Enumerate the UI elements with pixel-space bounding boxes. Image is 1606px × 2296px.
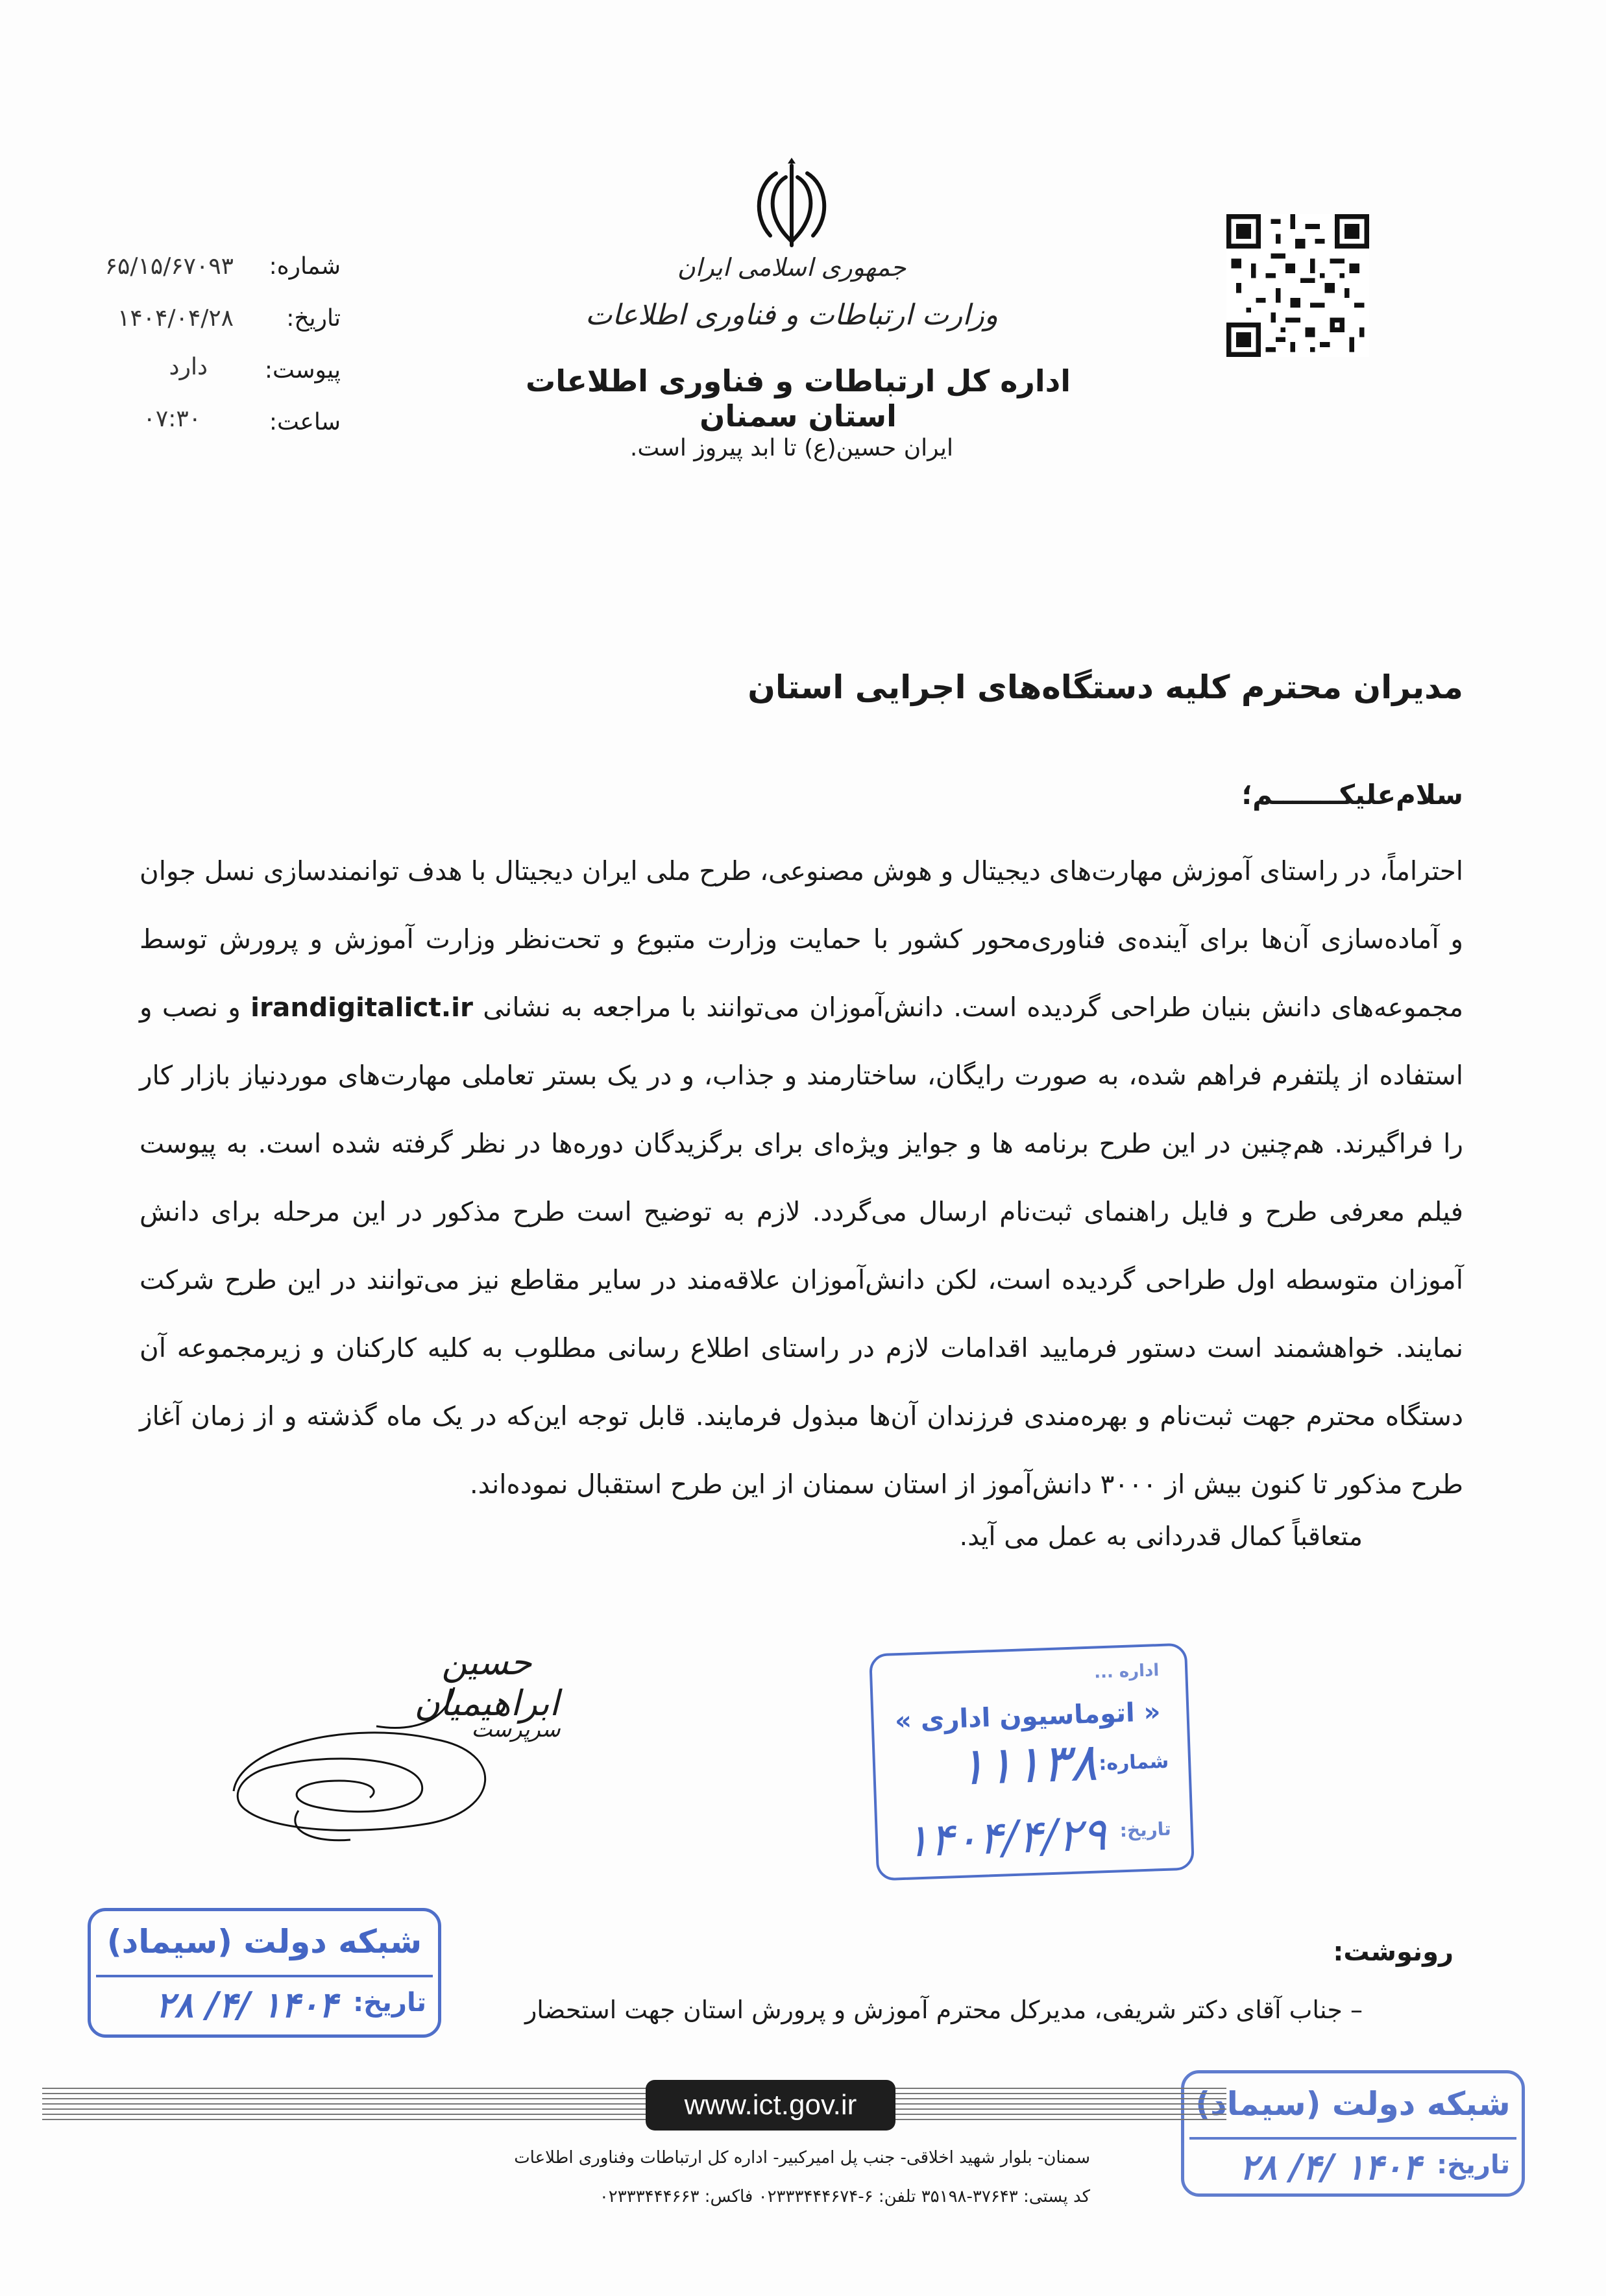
stamp-divider bbox=[96, 1975, 433, 1977]
body-part-1: احتراماً، در راستای آموزش مهارت‌های دیجیتال و هوش مصنوعی، طرح ملی ایران دیجیتال با هدف توانمندسازی نسل جوان و آماده‌سازی آن‌ها برای آینده‌ی فناوری‌محور کشور با حمایت وزارت متبوع و تحت‌نظر وزارت آموزش و پرورش توسط مجموعه‌های دانش بنیان طراحی گردیده است. دانش‌آموزان می‌توانند با مراجعه به نشانی bbox=[140, 855, 1464, 1023]
stamp-date-value: ۱۴۰۴ /۴/ ۲۸ bbox=[1239, 2146, 1421, 2188]
office-title: اداره کل ارتباطات و فناوری اطلاعات استان سمنان bbox=[526, 363, 1071, 434]
ministry-title: وزارت ارتباطات و فناوری اطلاعات bbox=[585, 299, 999, 332]
footer-contact: کد پستی: ۳۷۶۴۳-۳۵۱۹۸ تلفن: ۶-۰۲۳۳۳۴۴۴۶۷۴ فاکس: ۰۲۳۳۳۴۴۴۶۶۳ bbox=[599, 2187, 1090, 2206]
footer-rule-right bbox=[895, 2084, 1226, 2123]
closing: متعاقباً کمال قدردانی به عمل می آید. bbox=[959, 1522, 1363, 1552]
date-value: ۱۴۰۴/۰۴/۲۸ bbox=[117, 305, 234, 332]
gov-network-stamp bbox=[88, 1908, 441, 2038]
attachment-label: پیوست: bbox=[264, 357, 341, 384]
signatory-role: سرپرست bbox=[471, 1716, 561, 1742]
republic-title: جمهوری اسلامی ایران bbox=[677, 253, 906, 282]
iran-emblem-icon bbox=[743, 156, 840, 253]
date-label: تاریخ: bbox=[286, 305, 341, 332]
gov-network-stamp-footer bbox=[1181, 2070, 1525, 2197]
cc-item: – جناب آقای دکتر شریفی، مدیرکل محترم آموزش و پرورش استان جهت استحضار bbox=[524, 1996, 1363, 2024]
number-label: شماره: bbox=[269, 253, 341, 280]
time-value: ۰۷:۳۰ bbox=[143, 406, 201, 432]
stamp-date-value: ۱۴۰۴ /۴/ ۲۸ bbox=[155, 1984, 337, 2025]
stamp-number-label: شماره: bbox=[1098, 1750, 1169, 1776]
stamp-title: شبکه دولت (سیماد) bbox=[106, 1923, 422, 1960]
stamp-date-value: ۱۴۰۴/۴/۲۹ bbox=[904, 1807, 1108, 1868]
automation-stamp bbox=[869, 1643, 1195, 1881]
footer-address: سمنان- بلوار شهید اخلاقی- جنب پل امیرکبیر- اداره کل ارتباطات وفناوری اطلاعات bbox=[514, 2148, 1090, 2168]
stamp-automation-title: « اتوماسیون اداری » bbox=[894, 1697, 1162, 1737]
footer-website[interactable]: www.ict.gov.ir bbox=[646, 2080, 895, 2131]
stamp-divider bbox=[1189, 2137, 1516, 2140]
stamp-date-label: تاریخ: bbox=[1437, 2150, 1510, 2180]
stamp-date-label: تاریخ: bbox=[353, 1988, 426, 2018]
body-part-2: و نصب و استفاده از پلتفرم فراهم شده، به صورت رایگان، ساختارمند و جذاب، و در یک بستر تعاملی مهارت‌های موردنیاز بازار کار را فراگیرند. هم‌چنین در این طرح برنامه ها و جوایز ویژه‌ای برای برگزیدگان دوره‌ها در نظر گرفته شده است. به پیوست فیلم معرفی طرح و فایل راهنمای ثبت‌نام ارسال می‌گردد. لازم به توضیح است طرح مذکور در این مرحله برای دانش آموزان متوسطه اول طراحی گردیده است، لکن دانش‌آموزان علاقه‌مند در سایر مقاطع نیز می‌توانند در این طرح شرکت نمایند. خواهشمند است دستور فرمایید اقدامات لازم در راستای اطلاع رسانی مطلوب به کلیه کارکنان و زیرمجموعه آن دستگاه محترم جهت ثبت‌نام و بهره‌مندی فرزندان آن‌ها مبذول فرمایند. قابل توجه این‌که در یک ماه گذشته و از زمان آغاز طرح مذکور تا کنون بیش از ۳۰۰۰ دانش‌آموز از استان سمنان از این طرح استقبال نموده‌اند. bbox=[140, 992, 1463, 1500]
cc-label: رونوشت: bbox=[1333, 1937, 1454, 1967]
slogan: ایران حسین(ع) تا ابد پیروز است. bbox=[629, 435, 954, 461]
attachment-value: دارد bbox=[169, 354, 208, 380]
footer-rule-left bbox=[42, 2084, 649, 2123]
stamp-number-value: ۱۱۱۳۸ bbox=[956, 1731, 1099, 1797]
stamp-title: شبکه دولت (سیماد) bbox=[1195, 2085, 1511, 2123]
time-label: ساعت: bbox=[269, 409, 341, 435]
number-value: ۶۵/۱۵/۶۷۰۹۳ bbox=[104, 253, 234, 280]
website-link[interactable]: irandigitalict.ir bbox=[250, 992, 473, 1023]
qr-code-icon bbox=[1226, 214, 1369, 357]
greeting: سلام‌علیکـــــــم؛ bbox=[1241, 779, 1463, 811]
recipient-heading: مدیران محترم کلیه دستگاه‌های اجرایی استان bbox=[748, 668, 1463, 706]
stamp-office-line: اداره ... bbox=[1093, 1661, 1160, 1683]
letter-body bbox=[140, 837, 1463, 1519]
signature-scribble bbox=[221, 1681, 558, 1850]
stamp-date-label: تاریخ: bbox=[1119, 1818, 1172, 1842]
signatory-name: حسین ابراهیمیان bbox=[414, 1642, 559, 1724]
